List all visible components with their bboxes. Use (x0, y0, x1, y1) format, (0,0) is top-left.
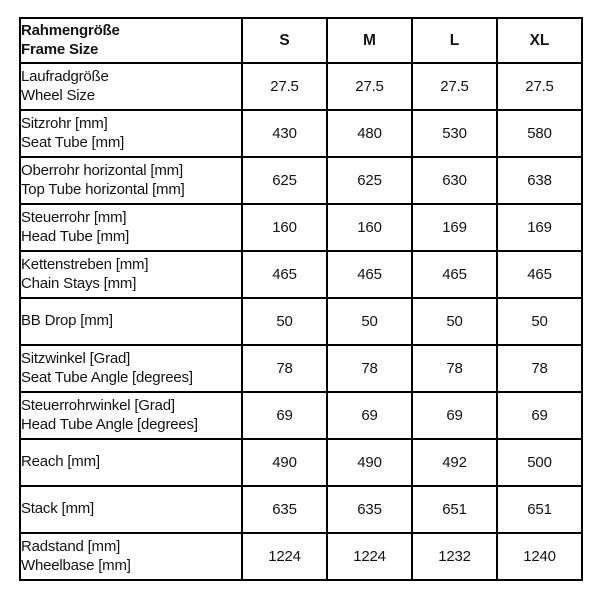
row-label-en: Wheel Size (21, 86, 95, 104)
size-column-header-l: L (412, 18, 497, 63)
value-cell-s: 27.5 (242, 63, 327, 110)
row-label-cell (20, 345, 242, 392)
value-cell-xl: 580 (497, 110, 582, 157)
frame-size-header-cell (20, 18, 242, 63)
table-row (20, 345, 582, 392)
row-label-cell (20, 251, 242, 298)
value-cell-m: 27.5 (327, 63, 412, 110)
row-label-de: Steuerrohr [mm] (21, 209, 127, 226)
value-cell-m: 490 (327, 439, 412, 486)
value-cell-xl: 1240 (497, 533, 582, 580)
value-cell-xl: 500 (497, 439, 582, 486)
row-label-de: BB Drop [mm] (21, 312, 113, 330)
size-column-header-xl: XL (497, 18, 582, 63)
value-cell-s: 160 (242, 204, 327, 251)
value-cell-m: 480 (327, 110, 412, 157)
row-label-de: Laufradgröße (21, 68, 109, 85)
header-label-de: Rahmengröße (21, 22, 120, 39)
value-cell-xl: 638 (497, 157, 582, 204)
value-cell-xl: 27.5 (497, 63, 582, 110)
table-row (20, 63, 582, 110)
value-cell-s: 50 (242, 298, 327, 345)
frame-geometry-table (19, 17, 583, 581)
value-cell-m: 465 (327, 251, 412, 298)
row-label-de: Kettenstreben [mm] (21, 256, 149, 273)
value-cell-m: 69 (327, 392, 412, 439)
row-label-en: Seat Tube Angle [degrees] (21, 368, 193, 386)
row-label-de: Sitzrohr [mm] (21, 115, 108, 132)
value-cell-l: 630 (412, 157, 497, 204)
value-cell-l: 50 (412, 298, 497, 345)
value-cell-m: 160 (327, 204, 412, 251)
value-cell-m: 50 (327, 298, 412, 345)
table-header-row (20, 18, 582, 63)
value-cell-xl: 78 (497, 345, 582, 392)
row-label-cell (20, 533, 242, 580)
row-label-en: Chain Stays [mm] (21, 274, 137, 292)
row-label-cell (20, 157, 242, 204)
value-cell-s: 430 (242, 110, 327, 157)
row-label-en: Top Tube horizontal [mm] (21, 180, 185, 198)
value-cell-l: 169 (412, 204, 497, 251)
row-label-de: Radstand [mm] (21, 538, 121, 555)
header-label-en: Frame Size (21, 40, 99, 58)
size-column-header-m: M (327, 18, 412, 63)
value-cell-s: 625 (242, 157, 327, 204)
row-label-cell (20, 63, 242, 110)
value-cell-l: 465 (412, 251, 497, 298)
value-cell-s: 465 (242, 251, 327, 298)
value-cell-xl: 69 (497, 392, 582, 439)
value-cell-xl: 50 (497, 298, 582, 345)
value-cell-m: 635 (327, 486, 412, 533)
table-row (20, 392, 582, 439)
value-cell-l: 69 (412, 392, 497, 439)
table-row (20, 251, 582, 298)
row-label-de: Stack [mm] (21, 500, 95, 518)
value-cell-l: 492 (412, 439, 497, 486)
row-label-de: Steuerrohrwinkel [Grad] (21, 397, 175, 414)
value-cell-s: 490 (242, 439, 327, 486)
row-label-cell (20, 392, 242, 439)
row-label-cell (20, 204, 242, 251)
table-row (20, 486, 582, 533)
row-label-en: Head Tube Angle [degrees] (21, 415, 198, 433)
value-cell-s: 78 (242, 345, 327, 392)
table-row (20, 439, 582, 486)
value-cell-xl: 651 (497, 486, 582, 533)
value-cell-s: 69 (242, 392, 327, 439)
value-cell-xl: 465 (497, 251, 582, 298)
value-cell-m: 1224 (327, 533, 412, 580)
table-row (20, 110, 582, 157)
value-cell-l: 78 (412, 345, 497, 392)
row-label-cell (20, 486, 242, 533)
row-label-de: Reach [mm] (21, 453, 100, 471)
row-label-cell (20, 439, 242, 486)
row-label-de: Sitzwinkel [Grad] (21, 350, 131, 367)
table-row (20, 533, 582, 580)
row-label-en: Wheelbase [mm] (21, 556, 131, 574)
table-row (20, 204, 582, 251)
table-body (20, 63, 582, 580)
value-cell-l: 1232 (412, 533, 497, 580)
row-label-en: Seat Tube [mm] (21, 133, 125, 151)
value-cell-l: 530 (412, 110, 497, 157)
value-cell-xl: 169 (497, 204, 582, 251)
value-cell-l: 651 (412, 486, 497, 533)
value-cell-m: 625 (327, 157, 412, 204)
row-label-cell (20, 298, 242, 345)
table-row (20, 157, 582, 204)
value-cell-l: 27.5 (412, 63, 497, 110)
value-cell-s: 635 (242, 486, 327, 533)
row-label-cell (20, 110, 242, 157)
value-cell-s: 1224 (242, 533, 327, 580)
row-label-de: Oberrohr horizontal [mm] (21, 162, 183, 179)
size-column-header-s: S (242, 18, 327, 63)
row-label-en: Head Tube [mm] (21, 227, 130, 245)
value-cell-m: 78 (327, 345, 412, 392)
table-row (20, 298, 582, 345)
